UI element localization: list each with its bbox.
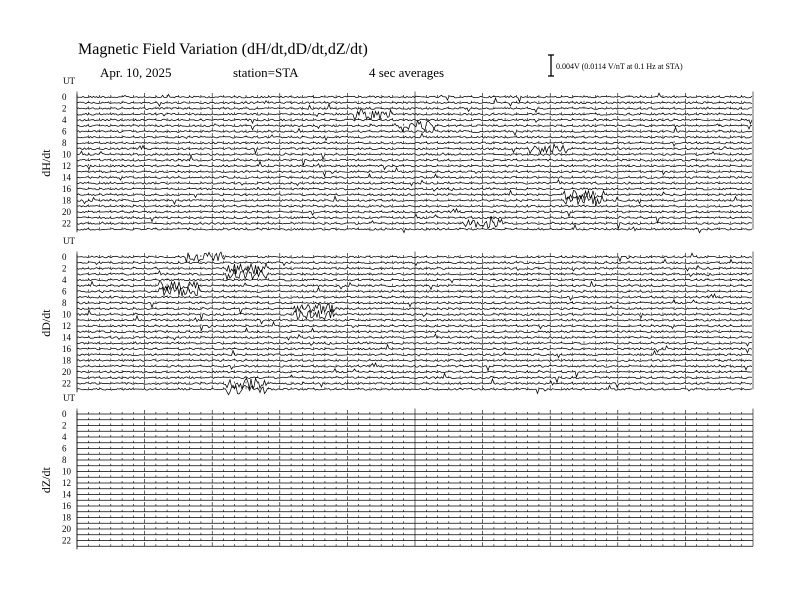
hour-tick-label: 20 <box>62 524 71 534</box>
hour-tick-label: 0 <box>62 92 67 102</box>
hour-tick-label: 10 <box>62 149 71 160</box>
trace-line <box>77 269 752 279</box>
hour-tick-label: 0 <box>62 409 67 419</box>
hour-tick-label: 20 <box>62 207 71 217</box>
hour-tick-label: 6 <box>62 443 67 454</box>
y-axis-label: dH/dt <box>39 149 53 177</box>
trace-line <box>77 322 752 330</box>
trace-line <box>77 144 752 154</box>
hour-tick-label: 14 <box>62 489 71 500</box>
trace-line <box>77 168 752 176</box>
hour-tick-label: 20 <box>62 367 71 377</box>
hour-tick-label: 12 <box>62 478 71 488</box>
trace-line <box>77 385 752 394</box>
y-axis-label: dD/dt <box>39 309 53 337</box>
hour-tick-label: 16 <box>62 184 71 194</box>
trace-line <box>77 151 752 159</box>
hour-tick-label: 18 <box>62 355 71 366</box>
hour-tick-label: 2 <box>62 103 67 114</box>
hour-tick-label: 2 <box>62 420 67 431</box>
hour-tick-label: 12 <box>62 161 71 171</box>
trace-line <box>77 300 752 308</box>
hour-tick-label: 8 <box>62 455 67 465</box>
hour-tick-label: 6 <box>62 126 67 137</box>
ut-label: UT <box>63 393 75 403</box>
chart-date: Apr. 10, 2025 <box>100 65 172 80</box>
hour-tick-label: 4 <box>62 275 67 285</box>
chart-title: Magnetic Field Variation (dH/dt,dD/dt,dZ/dt) <box>78 41 368 58</box>
hour-tick-label: 22 <box>62 378 71 389</box>
trace-line <box>77 373 752 382</box>
trace-line <box>77 369 752 377</box>
ut-label: UT <box>63 76 75 86</box>
hour-tick-label: 22 <box>62 535 71 546</box>
hour-tick-label: 10 <box>62 466 71 477</box>
trace-line <box>77 93 752 102</box>
hour-tick-label: 18 <box>62 512 71 523</box>
hour-tick-label: 22 <box>62 218 71 229</box>
y-axis-label: dZ/dt <box>39 467 53 494</box>
chart-station: station=STA <box>233 65 299 80</box>
trace-line <box>77 363 752 371</box>
hour-tick-label: 16 <box>62 344 71 354</box>
scale-bar <box>548 55 554 76</box>
hour-tick-label: 2 <box>62 263 67 274</box>
panels <box>39 76 753 549</box>
trace-line <box>77 214 752 222</box>
trace-line <box>77 109 752 119</box>
chart-averaging: 4 sec averages <box>369 65 445 80</box>
hour-tick-label: 16 <box>62 501 71 511</box>
hour-tick-label: 4 <box>62 432 67 442</box>
hour-tick-label: 8 <box>62 298 67 308</box>
trace-line <box>77 209 752 217</box>
hour-tick-label: 14 <box>62 332 71 343</box>
hour-tick-label: 18 <box>62 195 71 206</box>
hour-tick-label: 14 <box>62 172 71 183</box>
hour-tick-label: 12 <box>62 321 71 331</box>
hour-tick-label: 0 <box>62 252 67 262</box>
hour-tick-label: 4 <box>62 115 67 125</box>
hour-tick-label: 10 <box>62 309 71 320</box>
hour-tick-label: 8 <box>62 138 67 148</box>
hour-tick-label: 6 <box>62 286 67 297</box>
ut-label: UT <box>63 236 75 246</box>
trace-line <box>77 190 752 199</box>
trace-line <box>77 156 752 165</box>
scale-label: 0.004V (0.0114 V/nT at 0.1 Hz at STA) <box>556 62 683 71</box>
